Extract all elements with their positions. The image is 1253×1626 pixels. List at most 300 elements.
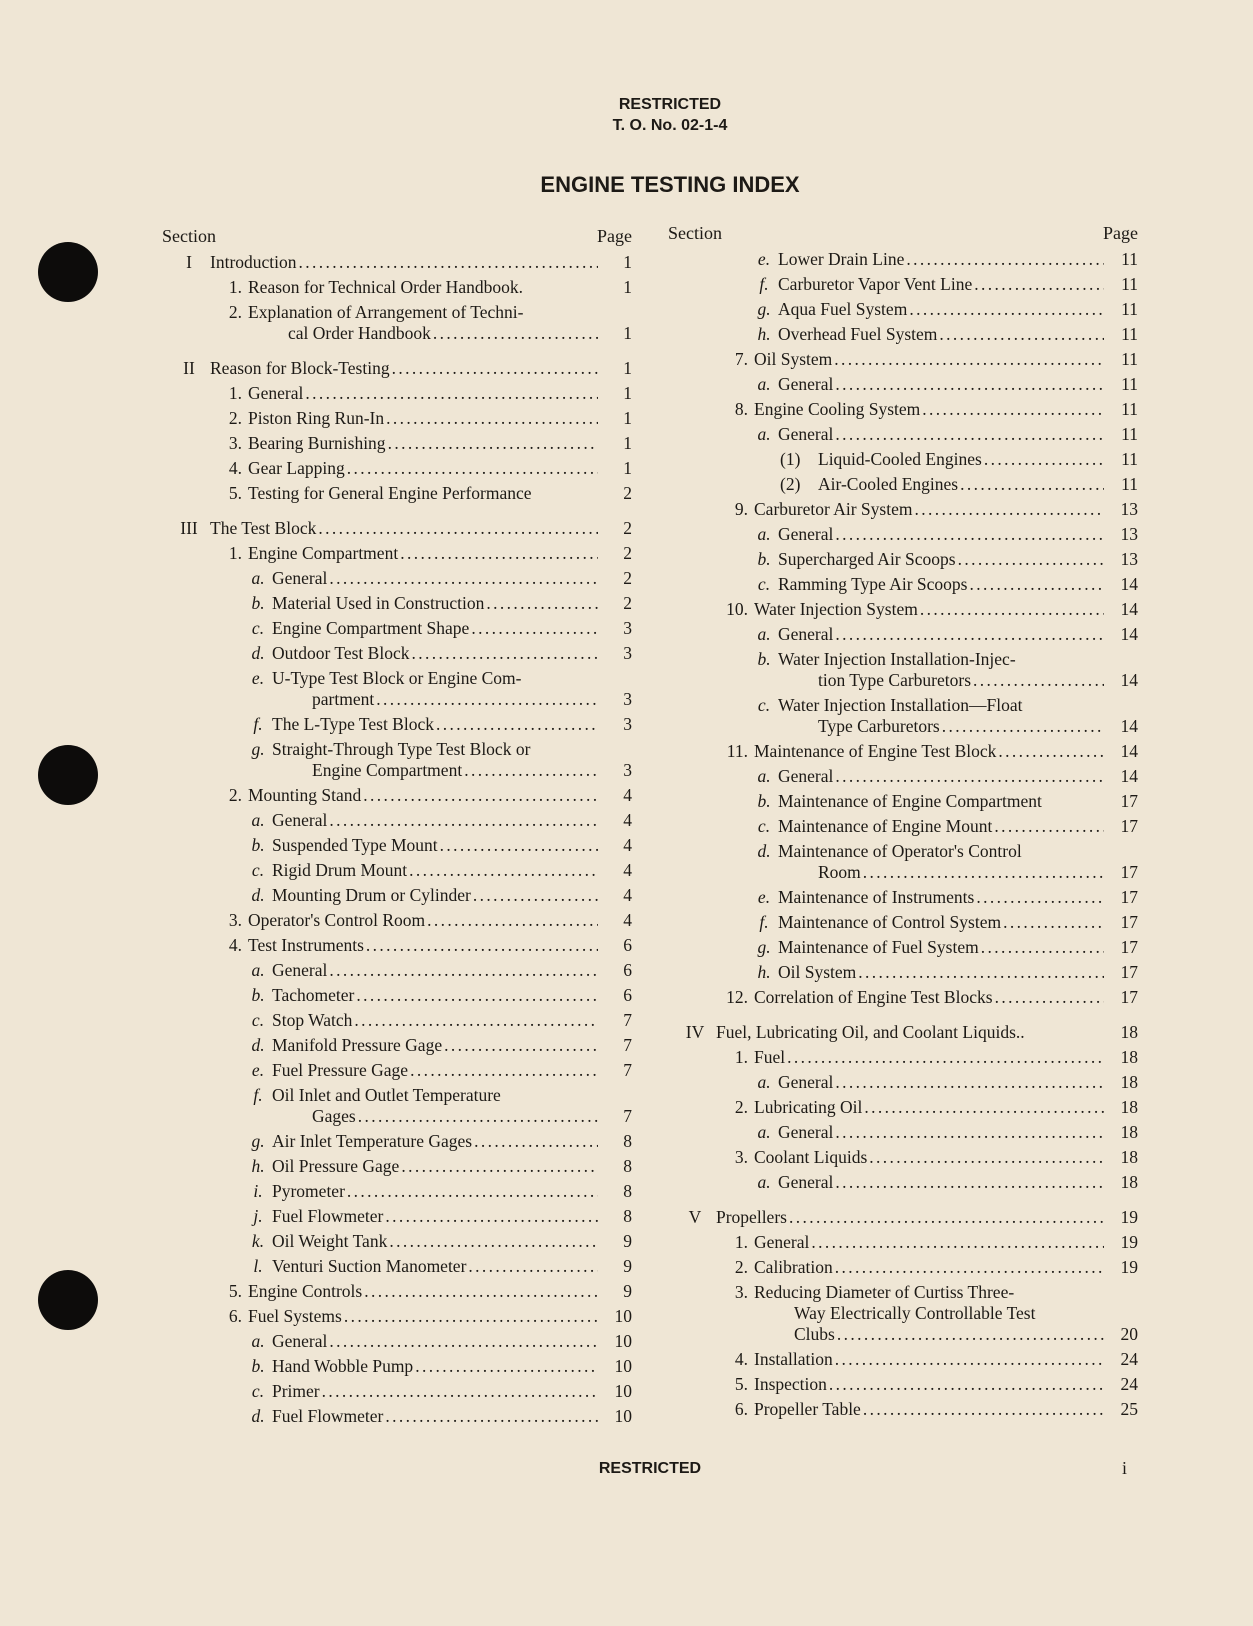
dot-leader (984, 449, 1104, 470)
entry-line (248, 910, 632, 931)
entry-page: 4 (623, 835, 632, 855)
entry-page: 9 (623, 1281, 632, 1301)
toc-entry[interactable] (668, 374, 1138, 395)
entry-body (272, 1085, 632, 1127)
entry-line (248, 1306, 632, 1327)
toc-entry[interactable] (162, 1035, 632, 1056)
entry-page: 1 (623, 277, 632, 297)
section-header: Section (162, 226, 216, 246)
entry-body (272, 593, 632, 614)
entry-body (754, 349, 1138, 370)
entry-page: 1 (623, 408, 632, 428)
entry-page: 4 (623, 810, 632, 830)
toc-entry[interactable] (162, 910, 632, 931)
entry-label: Supercharged Air Scoops (778, 549, 956, 569)
entry-body (272, 714, 632, 735)
toc-entry[interactable] (668, 274, 1138, 295)
entry-body (272, 1156, 632, 1177)
entry-page: 17 (1120, 816, 1138, 836)
toc-entry[interactable] (668, 599, 1138, 620)
entry-line (716, 1207, 1138, 1228)
entry-line (778, 695, 1138, 716)
entry-body (778, 249, 1138, 270)
toc-entry[interactable] (162, 618, 632, 639)
toc-entry[interactable] (162, 1156, 632, 1177)
entry-body (754, 1257, 1138, 1278)
toc-entry[interactable] (668, 816, 1138, 837)
entry-body (272, 1231, 632, 1252)
entry-label: General (778, 1172, 834, 1192)
entry-label: General (778, 424, 834, 444)
entry-label: Fuel Pressure Gage (272, 1060, 409, 1080)
entry-number: b. (251, 593, 265, 613)
entry-page: 11 (1121, 324, 1138, 344)
toc-entry[interactable] (668, 695, 1138, 737)
entry-number: 9. (734, 499, 748, 519)
entry-body (210, 358, 632, 379)
entry-body (778, 649, 1138, 691)
entry-body (754, 1374, 1138, 1395)
entry-label: Oil System (778, 962, 857, 982)
entry-number: a. (757, 424, 771, 444)
dot-leader (909, 299, 1104, 320)
entry-body (754, 399, 1138, 420)
entry-label: Oil System (754, 349, 833, 369)
entry-body (778, 766, 1138, 787)
toc-entry[interactable] (668, 549, 1138, 570)
toc-entry[interactable] (668, 349, 1138, 370)
entry-page: 10 (614, 1356, 632, 1376)
toc-entry[interactable] (162, 408, 632, 429)
entry-line (248, 785, 632, 806)
toc-entry[interactable] (668, 249, 1138, 270)
entry-line (272, 1356, 632, 1377)
dot-leader (385, 1206, 598, 1227)
toc-entry[interactable] (162, 433, 632, 454)
entry-number: 5. (734, 1374, 748, 1394)
toc-entry[interactable] (162, 358, 632, 379)
entry-label: Mounting Stand (248, 785, 362, 805)
entry-line (778, 862, 1138, 883)
entry-number: g. (757, 937, 771, 957)
binder-hole (38, 1270, 98, 1330)
toc-entry[interactable] (668, 424, 1138, 445)
toc-entry[interactable] (162, 1306, 632, 1327)
dot-leader (347, 458, 598, 479)
entry-line (272, 1060, 632, 1081)
entry-page: 17 (1120, 912, 1138, 932)
entry-page: 10 (614, 1331, 632, 1351)
entry-body (778, 816, 1138, 837)
entry-label: Water Injection System (754, 599, 918, 619)
entry-line (778, 912, 1138, 933)
entry-number: c. (251, 860, 265, 880)
toc-entry[interactable] (162, 1085, 632, 1127)
dot-leader (329, 1331, 598, 1352)
entry-line (272, 739, 632, 760)
entry-number: (2) (780, 474, 801, 494)
entry-page: 17 (1120, 887, 1138, 907)
entry-body (272, 739, 632, 781)
entry-number: f. (759, 274, 769, 294)
dot-leader (305, 383, 598, 404)
toc-entry[interactable] (162, 1356, 632, 1377)
entry-number: h. (757, 324, 771, 344)
toc-entry[interactable] (668, 741, 1138, 762)
entry-number: d. (251, 885, 265, 905)
entry-page: 11 (1121, 274, 1138, 294)
entry-line (272, 1256, 632, 1277)
toc-entry[interactable] (668, 1147, 1138, 1168)
dot-leader (400, 543, 598, 564)
toc-entry[interactable] (668, 1257, 1138, 1278)
toc-entry[interactable] (668, 791, 1138, 812)
entry-line (272, 1106, 632, 1127)
column-headers (162, 226, 632, 252)
entry-number: b. (251, 985, 265, 1005)
toc-entry[interactable] (162, 277, 632, 298)
toc-entry[interactable] (162, 785, 632, 806)
toc-entry[interactable] (668, 987, 1138, 1008)
dot-leader (356, 985, 598, 1006)
toc-entry[interactable] (162, 568, 632, 589)
entry-number: b. (251, 1356, 265, 1376)
toc-entry[interactable] (162, 860, 632, 881)
entry-line (754, 599, 1138, 620)
dot-leader (322, 1381, 598, 1402)
entry-number: 4. (734, 1349, 748, 1369)
entry-number: d. (757, 841, 771, 861)
entry-label: General (778, 524, 834, 544)
entry-body (248, 1306, 632, 1327)
entry-number: 1. (734, 1047, 748, 1067)
entry-label: Oil Inlet and Outlet Temperature (272, 1085, 501, 1105)
dot-leader (376, 689, 598, 710)
entry-line (778, 324, 1138, 345)
dot-leader (473, 885, 598, 906)
toc-entry[interactable] (162, 1331, 632, 1352)
entry-body (778, 912, 1138, 933)
toc-entry[interactable] (668, 324, 1138, 345)
toc-entry[interactable] (668, 299, 1138, 320)
dot-leader (869, 1147, 1104, 1168)
entry-line (754, 1147, 1138, 1168)
toc-entry[interactable] (162, 1281, 632, 1302)
entry-page: 11 (1121, 349, 1138, 369)
entry-line (272, 985, 632, 1006)
entry-body (248, 433, 632, 454)
entry-number: 4. (228, 458, 242, 478)
entry-label: Engine Compartment Shape (272, 618, 470, 638)
entry-body (778, 299, 1138, 320)
toc-entry[interactable] (668, 937, 1138, 958)
toc-entry[interactable] (162, 302, 632, 344)
entry-line (778, 574, 1138, 595)
toc-entry[interactable] (162, 885, 632, 906)
entry-line (272, 1206, 632, 1227)
entry-page: 11 (1121, 299, 1138, 319)
toc-entry[interactable] (668, 912, 1138, 933)
entry-line (272, 1231, 632, 1252)
dot-leader (392, 358, 598, 379)
toc-entry[interactable] (668, 1207, 1138, 1228)
entry-label: General (778, 1072, 834, 1092)
entry-number: a. (757, 1172, 771, 1192)
entry-label: Rigid Drum Mount (272, 860, 408, 880)
entry-body (272, 885, 632, 906)
dot-leader (1025, 1022, 1108, 1043)
entry-body (818, 474, 1138, 495)
entry-page: 8 (623, 1156, 632, 1176)
entry-label-continued: Room (818, 862, 861, 882)
entry-number: l. (253, 1256, 263, 1276)
entry-page: 24 (1120, 1374, 1138, 1394)
entry-number: 6. (228, 1306, 242, 1326)
dot-leader (829, 1374, 1104, 1395)
entry-number: h. (251, 1156, 265, 1176)
dot-leader (939, 324, 1104, 345)
toc-entry[interactable] (668, 499, 1138, 520)
toc-entry[interactable] (162, 1206, 632, 1227)
toc-entry[interactable] (162, 1181, 632, 1202)
dot-leader (835, 424, 1104, 445)
dot-leader (789, 1207, 1104, 1228)
toc-entry[interactable] (162, 985, 632, 1006)
dot-leader (1042, 791, 1108, 812)
entry-body (272, 1206, 632, 1227)
toc-entry[interactable] (668, 1047, 1138, 1068)
toc-entry[interactable] (668, 474, 1138, 495)
toc-entry[interactable] (668, 887, 1138, 908)
entry-body (248, 483, 632, 504)
toc-entry[interactable] (162, 714, 632, 735)
entry-body (272, 1060, 632, 1081)
entry-page: 7 (623, 1010, 632, 1030)
entry-label: Aqua Fuel System (778, 299, 908, 319)
entry-label: Water Injection Installation-Injec- (778, 649, 1016, 669)
dot-leader (922, 399, 1104, 420)
entry-number: V (688, 1207, 702, 1227)
toc-entry[interactable] (668, 1232, 1138, 1253)
entry-label: General (272, 568, 328, 588)
toc-entry[interactable] (162, 1131, 632, 1152)
dot-leader (995, 987, 1104, 1008)
entry-body (754, 1282, 1138, 1345)
toc-entry[interactable] (668, 841, 1138, 883)
entry-body (272, 860, 632, 881)
entry-page: 18 (1120, 1122, 1138, 1142)
entry-label: General (754, 1232, 810, 1252)
toc-entry[interactable] (162, 252, 632, 273)
toc-entry[interactable] (668, 574, 1138, 595)
toc-entry[interactable] (668, 649, 1138, 691)
entry-label: Mounting Drum or Cylinder (272, 885, 471, 905)
entry-line (210, 518, 632, 539)
entry-page: 10 (614, 1381, 632, 1401)
toc-entry[interactable] (668, 399, 1138, 420)
dot-leader (973, 670, 1104, 691)
entry-number: 1. (228, 543, 242, 563)
toc-entry[interactable] (162, 835, 632, 856)
entry-page: 1 (623, 323, 632, 343)
entry-label: Stop Watch (272, 1010, 353, 1030)
dot-leader (858, 962, 1104, 983)
toc-entry[interactable] (668, 1022, 1138, 1043)
entry-line (778, 649, 1138, 670)
dot-leader (863, 862, 1104, 883)
entry-line (272, 618, 632, 639)
dot-leader (532, 483, 602, 504)
entry-label: Suspended Type Mount (272, 835, 438, 855)
entry-number: d. (251, 643, 265, 663)
entry-label: U-Type Test Block or Engine Com- (272, 668, 522, 688)
toc-entry[interactable] (162, 668, 632, 710)
entry-page: 2 (623, 518, 632, 538)
entry-line (248, 543, 632, 564)
entry-number: 3. (228, 910, 242, 930)
entry-label: Reason for Block-Testing (210, 358, 390, 378)
toc-entry[interactable] (162, 739, 632, 781)
entry-label: Reducing Diameter of Curtiss Three- (754, 1282, 1015, 1302)
dot-leader (787, 1047, 1104, 1068)
toc-entry[interactable] (162, 810, 632, 831)
dot-leader (347, 1181, 598, 1202)
entry-label: Engine Cooling System (754, 399, 921, 419)
toc-entry[interactable] (162, 1381, 632, 1402)
dot-leader (474, 1131, 598, 1152)
toc-entry[interactable] (162, 643, 632, 664)
toc-entry[interactable] (668, 624, 1138, 645)
entry-line (754, 349, 1138, 370)
entry-label: General (778, 766, 834, 786)
page-number: i (1122, 1458, 1128, 1478)
entry-label: Oil Pressure Gage (272, 1156, 400, 1176)
toc-entry[interactable] (668, 1172, 1138, 1193)
entry-line (272, 835, 632, 856)
entry-line (716, 1022, 1138, 1043)
entry-label: Fuel Flowmeter (272, 1206, 384, 1226)
entry-page: 17 (1120, 791, 1138, 811)
entry-number: g. (757, 299, 771, 319)
toc-entry[interactable] (668, 449, 1138, 470)
entry-number: a. (251, 568, 265, 588)
entry-line (272, 1085, 632, 1106)
toc-entry[interactable] (162, 483, 632, 504)
technical-order-number: T. O. No. 02-1-4 (612, 117, 728, 134)
dot-leader (523, 277, 602, 298)
entry-page: 14 (1120, 599, 1138, 619)
entry-label: Air Inlet Temperature Gages (272, 1131, 473, 1151)
entry-body (248, 785, 632, 806)
entry-body (754, 1232, 1138, 1253)
toc-entry[interactable] (668, 766, 1138, 787)
entry-body (272, 810, 632, 831)
toc-entry[interactable] (162, 935, 632, 956)
entry-label: Carburetor Vapor Vent Line (778, 274, 973, 294)
entry-line (248, 323, 632, 344)
toc-entry[interactable] (668, 524, 1138, 545)
dot-leader (863, 1399, 1104, 1420)
entry-number: 1. (734, 1232, 748, 1252)
entry-number: III (180, 518, 198, 538)
entry-number: 4. (228, 935, 242, 955)
entry-number: a. (251, 1331, 265, 1351)
toc-entry[interactable] (162, 1010, 632, 1031)
toc-entry[interactable] (668, 1399, 1138, 1420)
entry-number: 6. (734, 1399, 748, 1419)
entry-page: 7 (623, 1060, 632, 1080)
toc-entry[interactable] (162, 383, 632, 404)
toc-entry[interactable] (162, 1406, 632, 1427)
entry-page: 10 (614, 1306, 632, 1326)
entry-number: 3. (734, 1147, 748, 1167)
column-headers (668, 223, 1138, 249)
entry-number: f. (253, 1085, 263, 1105)
toc-entry[interactable] (162, 518, 632, 539)
entry-label: Fuel, Lubricating Oil, and Coolant Liquids.. (716, 1022, 1025, 1042)
entry-page: 4 (623, 785, 632, 805)
entry-body (272, 1181, 632, 1202)
entry-label: Manifold Pressure Gage (272, 1035, 443, 1055)
dot-leader (834, 349, 1104, 370)
toc-entry[interactable] (668, 1122, 1138, 1143)
dot-leader (835, 1257, 1104, 1278)
toc-entry[interactable] (162, 1256, 632, 1277)
toc-entry[interactable] (162, 960, 632, 981)
entry-body (778, 574, 1138, 595)
entry-line (778, 1072, 1138, 1093)
dot-leader (960, 474, 1104, 495)
dot-leader (976, 887, 1104, 908)
entry-body (248, 408, 632, 429)
toc-entry[interactable] (162, 593, 632, 614)
entry-page: 7 (623, 1106, 632, 1126)
entry-page: 18 (1120, 1047, 1138, 1067)
entry-line (272, 885, 632, 906)
toc-entry[interactable] (668, 1282, 1138, 1345)
entry-page: 19 (1120, 1232, 1138, 1252)
page-header: Page (597, 226, 632, 246)
entry-number: d. (251, 1035, 265, 1055)
toc-entry[interactable] (162, 1231, 632, 1252)
entry-line (754, 987, 1138, 1008)
toc-entry[interactable] (668, 1097, 1138, 1118)
entry-label: The L-Type Test Block (272, 714, 434, 734)
entry-page: 9 (623, 1256, 632, 1276)
toc-entry[interactable] (668, 1349, 1138, 1370)
entry-page: 11 (1121, 249, 1138, 269)
toc-entry[interactable] (668, 962, 1138, 983)
entry-line (778, 670, 1138, 691)
toc-entry[interactable] (162, 458, 632, 479)
toc-entry[interactable] (162, 1060, 632, 1081)
toc-entry[interactable] (668, 1374, 1138, 1395)
entry-label: Lower Drain Line (778, 249, 905, 269)
entry-label: Water Injection Installation—Float (778, 695, 1023, 715)
toc-entry[interactable] (162, 543, 632, 564)
entry-number: i. (253, 1181, 263, 1201)
entry-page: 19 (1120, 1257, 1138, 1277)
entry-number: a. (757, 374, 771, 394)
toc-entry[interactable] (668, 1072, 1138, 1093)
entry-number: k. (251, 1231, 265, 1251)
entry-label-continued: tion Type Carburetors (818, 670, 972, 690)
entry-body (754, 987, 1138, 1008)
entry-number: II (183, 358, 195, 378)
entry-line (272, 760, 632, 781)
dot-leader (358, 1106, 598, 1127)
entry-body (248, 935, 632, 956)
